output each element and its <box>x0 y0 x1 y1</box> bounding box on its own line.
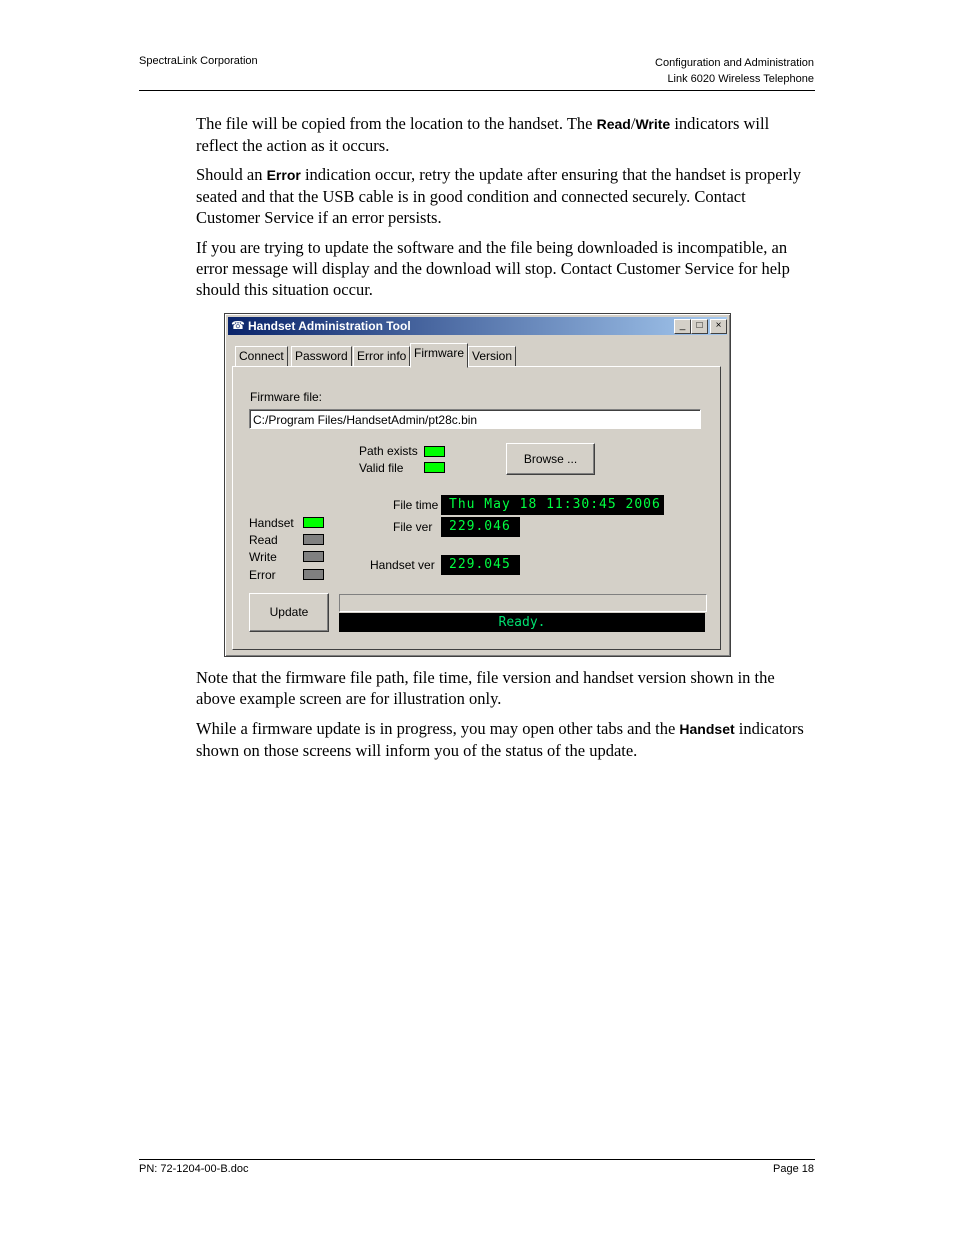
progress-bar <box>339 594 707 612</box>
read-led <box>303 534 324 545</box>
paragraph-error <box>196 164 810 228</box>
path-exists-led <box>424 446 445 457</box>
handset-admin-window <box>224 313 731 657</box>
tab-firmware[interactable]: Firmware <box>410 343 468 368</box>
header-title-line1: Configuration and Administration <box>655 57 814 69</box>
header-rule <box>139 90 815 91</box>
tab-connect[interactable]: Connect <box>235 346 288 367</box>
title-bar[interactable] <box>228 317 727 335</box>
paragraph-text: Should an <box>196 165 267 184</box>
header-company: SpectraLink Corporation <box>139 55 258 67</box>
paragraph-update-progress <box>196 718 810 761</box>
write-term: Write <box>635 116 671 132</box>
footer-page-number: Page 18 <box>773 1163 814 1175</box>
app-icon: ☎ <box>231 320 245 332</box>
footer-rule <box>139 1159 815 1160</box>
file-time-display: Thu May 18 11:30:45 2006 <box>441 495 664 515</box>
header-title <box>655 55 814 87</box>
firmware-file-label: Firmware file: <box>250 390 323 404</box>
handset-ver-display: 229.045 <box>441 555 520 575</box>
tab-error-info[interactable]: Error info <box>353 346 410 367</box>
write-indicator-label: Write <box>249 550 277 564</box>
error-led <box>303 569 324 580</box>
file-ver-label: File ver <box>393 520 433 534</box>
write-led <box>303 551 324 562</box>
handset-term: Handset <box>679 721 735 737</box>
error-indicator-label: Error <box>249 568 276 582</box>
read-term: Read <box>596 116 631 132</box>
valid-file-led <box>424 462 445 473</box>
browse-button[interactable]: Browse ... <box>506 443 595 475</box>
paragraph-text: indicators will reflect the action as it occurs. <box>196 114 770 155</box>
paragraph-text: The file will be copied from the location to the handset. The <box>196 114 597 133</box>
tab-version[interactable]: Version <box>468 346 516 367</box>
handset-indicator-label: Handset <box>249 516 294 530</box>
tab-password[interactable]: Password <box>291 346 352 367</box>
paragraph-text: indicators shown on those screens will inform you of the status of the update. <box>196 719 804 760</box>
paragraph-illustration-note: Note that the firmware file path, file time, file version and handset version shown in the above example screen are for illustration only. <box>196 668 775 708</box>
handset-ver-label: Handset ver <box>370 558 435 572</box>
close-button[interactable]: × <box>710 319 727 334</box>
slash: / <box>630 114 636 133</box>
read-indicator-label: Read <box>249 533 278 547</box>
maximize-button[interactable]: □ <box>691 319 708 334</box>
paragraph-incompatible: If you are trying to update the software and the file being downloaded is incompatible, an error message will display and the download will stop. Contact Customer Service for help should this situation occur. <box>196 238 790 299</box>
file-ver-display: 229.046 <box>441 517 520 537</box>
paragraph-text: indication occur, retry the update after ensuring that the handset is properly seated and that the USB cable is in good condition and connected securely. Contact Customer Service if an error persists. <box>196 165 801 227</box>
paragraph-text: While a firmware update is in progress, you may open other tabs and the <box>196 719 680 738</box>
minimize-button[interactable]: _ <box>674 319 691 334</box>
file-time-label: File time <box>393 498 439 512</box>
footer-part-number: PN: 72-1204-00-B.doc <box>139 1163 249 1175</box>
handset-led <box>303 517 324 528</box>
path-exists-label: Path exists <box>359 444 418 458</box>
valid-file-label: Valid file <box>359 461 404 475</box>
status-display: Ready. <box>339 613 705 632</box>
error-term: Error <box>266 167 301 183</box>
window-title: Handset Administration Tool <box>248 319 411 333</box>
firmware-file-input[interactable]: C:/Program Files/HandsetAdmin/pt28c.bin <box>249 409 701 429</box>
update-button[interactable]: Update <box>249 593 329 632</box>
header-title-line2: Link 6020 Wireless Telephone <box>667 73 814 85</box>
paragraph-copy-file <box>196 113 810 156</box>
